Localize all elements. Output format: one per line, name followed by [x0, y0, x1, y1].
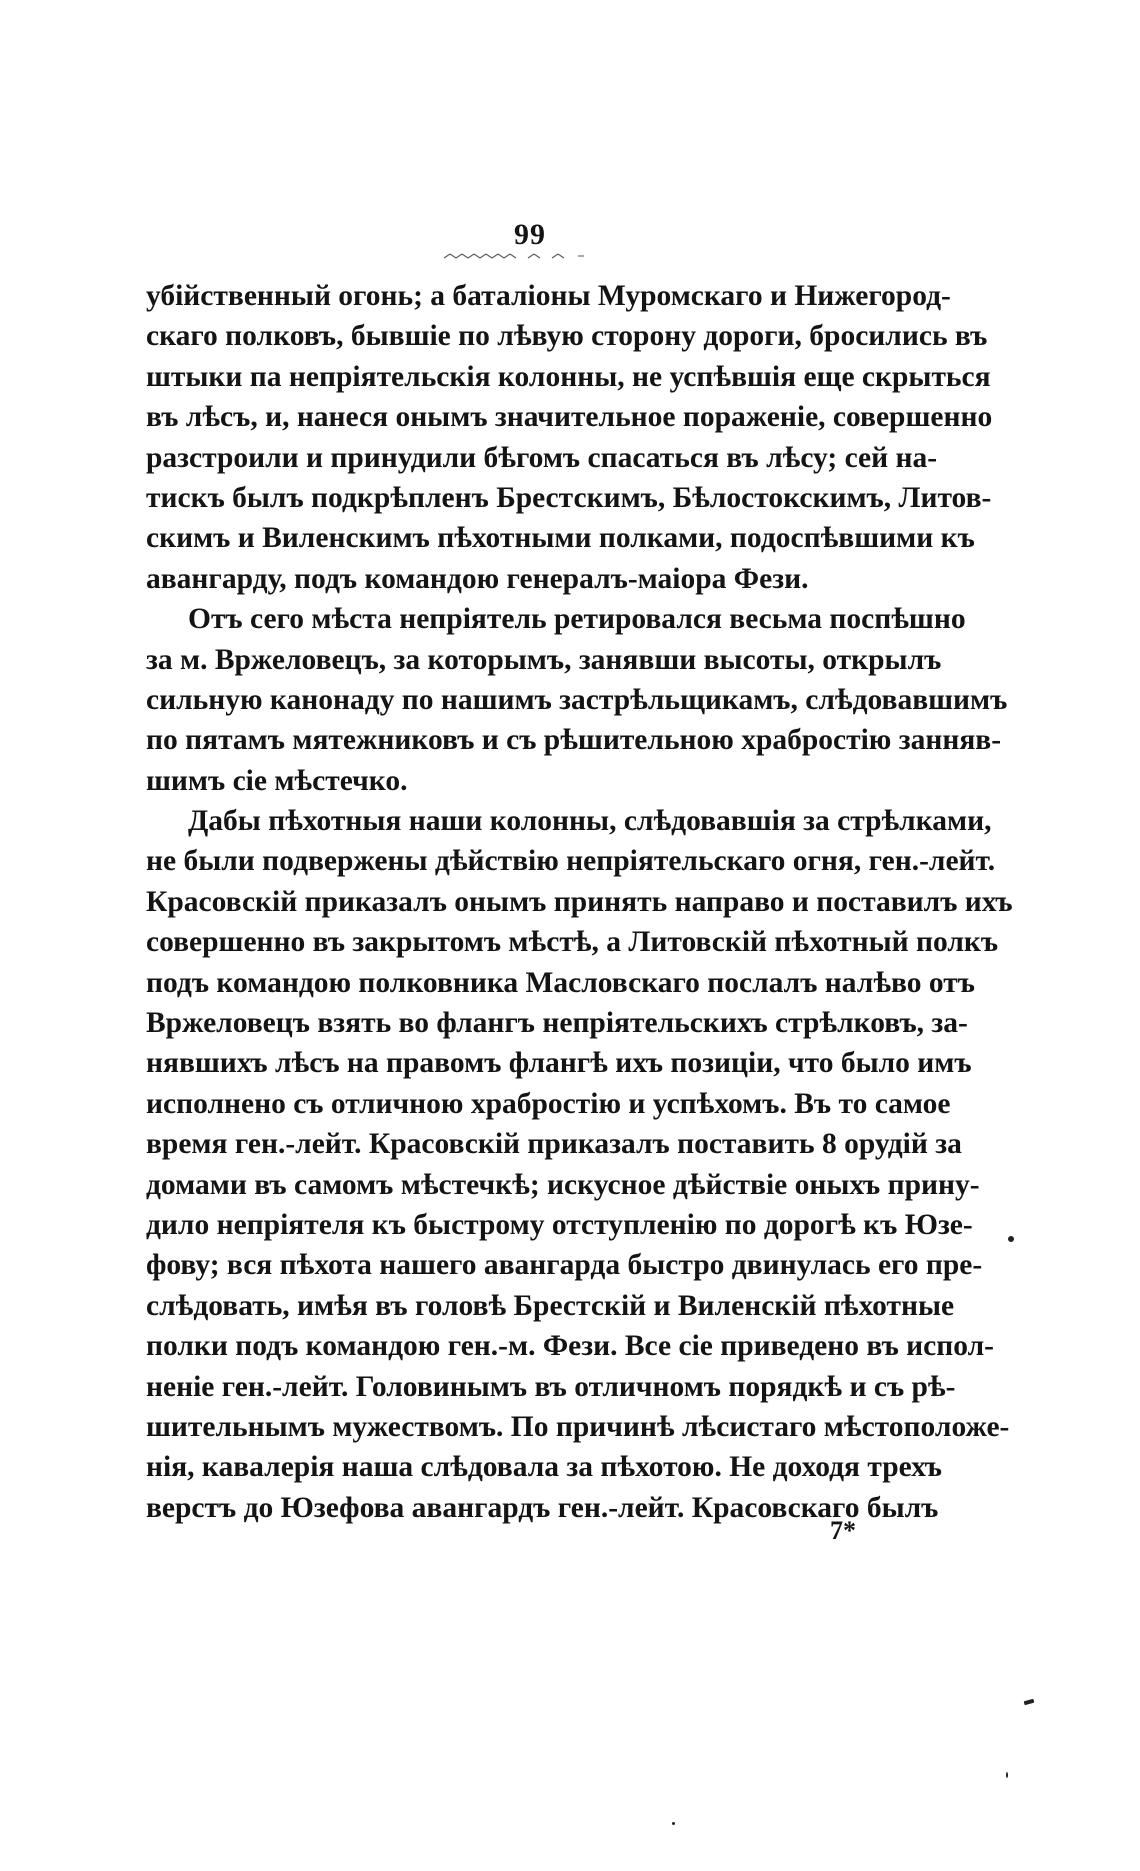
text-line: Вржеловецъ взять во флангъ непріятельскихъ стрѣлковъ, за-: [146, 1007, 968, 1040]
scan-speck: [1008, 1236, 1014, 1242]
paragraph-2: [146, 599, 1008, 801]
paragraph-3: [146, 801, 1013, 1528]
text-line: шимъ сіе мѣстечко.: [146, 764, 408, 797]
text-line: совершенно въ закрытомъ мѣстѣ, а Литовскій пѣхотный полкъ: [146, 926, 999, 959]
text-line: скимъ и Виленскимъ пѣхотными полками, подоспѣвшими къ: [146, 522, 975, 555]
signature-mark: 7*: [830, 1516, 856, 1545]
text-line: дило непріятеля къ быстрому отступленію по дорогѣ къ Юзе-: [146, 1208, 973, 1241]
text-line: неніе ген.-лейт. Головинымъ въ отличномъ порядкѣ и съ рѣ-: [146, 1370, 956, 1403]
text-line: время ген.-лейт. Красовскій приказалъ поставить 8 орудій за: [146, 1128, 962, 1161]
text-line: авангарду, подъ командою генералъ-маіора Фези.: [146, 562, 809, 595]
text-line: убійственный огонь; а баталіоны Муромскаго и Нижегород-: [146, 280, 951, 312]
text-line: слѣдовать, имѣя въ головѣ Брестскій и Виленскій пѣхотные: [146, 1289, 955, 1322]
text-line: нявшихъ лѣсъ на правомъ флангѣ ихъ позиціи, что было имъ: [146, 1047, 972, 1080]
text-line: сильную канонаду по нашимъ застрѣльщикамъ, слѣдовавшимъ: [146, 683, 1008, 716]
scan-speck: [1006, 1772, 1008, 1778]
body-text: [146, 276, 1013, 1528]
text-line: штыки па непріятельскія колонны, не успѣвшія еще скрыться: [146, 360, 991, 393]
text-line: въ лѣсъ, и, нанеся онымъ значительное пораженіе, совершенно: [146, 401, 993, 434]
text-line: тискъ былъ подкрѣпленъ Брестскимъ, Бѣлостокскимъ, Литов-: [146, 481, 992, 514]
ornament-divider-icon: [442, 250, 592, 262]
page-number: 99: [514, 218, 546, 251]
text-line: Красовскій приказалъ онымъ принять направо и поставилъ ихъ: [146, 885, 1013, 918]
text-line: не были подвержены дѣйствію непріятельскаго огня, ген.-лейт.: [146, 845, 996, 878]
text-line: исполнено съ отличною храбростію и успѣхомъ. Въ то самое: [146, 1087, 951, 1120]
text-line: полки подъ командою ген.-м. Фези. Все сіе приведено въ испол-: [146, 1330, 994, 1363]
text-line: домами въ самомъ мѣстечкѣ; искусное дѣйствіе оныхъ прину-: [146, 1168, 980, 1201]
scan-speck: [1024, 1699, 1035, 1705]
text-line: подъ командою полковника Масловскаго послалъ налѣво отъ: [146, 966, 975, 999]
text-line: нія, кавалерія наша слѣдовала за пѣхотою. Не доходя трехъ: [146, 1451, 942, 1484]
text-line: по пятамъ мятежниковъ и съ рѣшительною храбростію занняв-: [146, 724, 1002, 757]
text-line: скаго полковъ, бывшіе по лѣвую сторону дороги, бросились въ: [146, 320, 988, 353]
text-line: фову; вся пѣхота нашего авангарда быстро двинулась его пре-: [146, 1249, 983, 1282]
text-line: шительнымъ мужествомъ. По причинѣ лѣсистаго мѣстоположе-: [146, 1410, 1010, 1443]
paragraph-1: [146, 276, 993, 599]
text-line: верстъ до Юзефова авангардъ ген.-лейт. Красовскаго былъ: [146, 1491, 939, 1524]
text-line: за м. Вржеловецъ, за которымъ, занявши высоты, открылъ: [146, 643, 942, 676]
scan-speck: [672, 1822, 675, 1825]
text-line: Отъ сего мѣста непріятель ретировался весьма поспѣшно: [188, 603, 966, 636]
text-line: Дабы пѣхотныя наши колонны, слѣдовавшія за стрѣлками,: [188, 805, 992, 838]
text-line: разстроили и принудили бѣгомъ спасаться въ лѣсу; сей на-: [146, 441, 938, 474]
